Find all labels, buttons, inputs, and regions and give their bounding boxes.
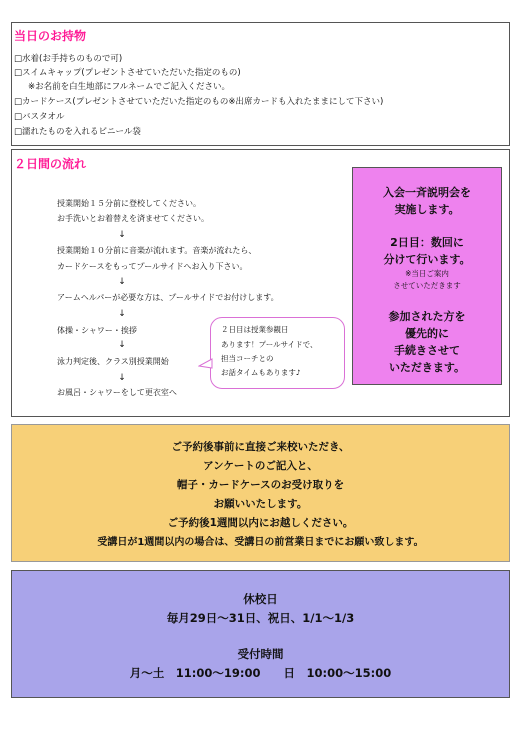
flow-step4: 体操・シャワー・挨拶 bbox=[57, 326, 137, 335]
belongings-item-swimcap: □スイムキャップ(プレゼントさせていただいた指定のもの) bbox=[14, 68, 241, 78]
closed-days-detail: 毎月29日～31日、祝日、1/1～1/3 bbox=[166, 611, 355, 625]
flow-step1-line1: 授業開始１５分前に登校してください。 bbox=[57, 199, 201, 208]
flow-arrow-2: ↓ bbox=[118, 277, 126, 287]
flow-step5: 泳力判定後、クラス別授業開始 bbox=[57, 357, 169, 366]
briefing-line1: 入会一斉説明会を bbox=[383, 186, 471, 199]
belongings-item-cardcase: □カードケース(プレゼントさせていただいた指定のもの※出席カードも入れたままにして下さい) bbox=[14, 97, 384, 107]
reception-hours-detail: 月～土 11:00～19:00 日 10:00～15:00 bbox=[129, 666, 392, 680]
reservation-line2: アンケートのご記入と、 bbox=[203, 460, 318, 472]
reservation-line3: 帽子・カードケースのお受け取りを bbox=[176, 479, 345, 491]
bubble-line1: ２日目は授業参観日 bbox=[221, 325, 289, 334]
briefing-panel bbox=[352, 167, 502, 385]
briefing-line6: 優先的に bbox=[405, 327, 449, 340]
reservation-line5: ご予約後1週間以内にお越しください。 bbox=[167, 517, 354, 529]
flow-step2-line1: 授業開始１０分前に音楽が流れます。音楽が流れたら、 bbox=[57, 246, 257, 255]
belongings-section bbox=[11, 22, 510, 146]
reservation-notice bbox=[11, 424, 510, 562]
bubble-tail bbox=[198, 358, 214, 370]
flow-arrow-4: ↓ bbox=[118, 340, 126, 350]
briefing-line7: 手続きさせて bbox=[394, 344, 460, 357]
reservation-line6: 受講日が1週間以内の場合は、受講日の前営業日までにお願い致します。 bbox=[97, 537, 424, 548]
bubble-line4: お話タイムもあります♪ bbox=[221, 368, 301, 377]
belongings-note-name: ※お名前を白生地部にフルネームでご記入ください。 bbox=[28, 82, 231, 92]
belongings-item-towel: □バスタオル bbox=[14, 112, 65, 122]
briefing-line4: 分けて行います。 bbox=[383, 253, 471, 266]
flow-step6: お風呂・シャワーをして更衣室へ bbox=[57, 388, 177, 397]
flow-section bbox=[11, 149, 510, 417]
flow-step1-line2: お手洗いとお着替えを済ませてください。 bbox=[57, 214, 209, 223]
closed-days-title: 休校日 bbox=[243, 592, 278, 606]
flow-arrow-1: ↓ bbox=[118, 230, 126, 240]
flow-step3: アームヘルパーが必要な方は、プールサイドでお付けします。 bbox=[57, 293, 279, 302]
briefing-line5: 参加された方を bbox=[388, 310, 466, 323]
reception-hours-title: 受付時間 bbox=[237, 647, 284, 661]
hours-section bbox=[11, 570, 510, 698]
reservation-line4: お願いいたします。 bbox=[213, 498, 308, 510]
briefing-line2: 実施します。 bbox=[394, 203, 460, 216]
briefing-line3: 2日目：数回に bbox=[390, 236, 464, 249]
bubble-line2: あります！プールサイドで、 bbox=[221, 340, 318, 349]
flow-arrow-3: ↓ bbox=[118, 309, 126, 319]
flow-step2-line2: カードケースをもってプールサイドへお入り下さい。 bbox=[57, 262, 248, 271]
belongings-item-swimsuit: □水着(お手持ちのもので可) bbox=[14, 54, 123, 64]
briefing-note1: ※当日ご案内 bbox=[405, 269, 449, 278]
briefing-note2: させていただきます bbox=[393, 281, 461, 290]
bubble-line3: 担当コーチとの bbox=[221, 354, 274, 363]
belongings-item-plastic-bag: □濡れたものを入れるビニール袋 bbox=[14, 127, 141, 137]
open-class-bubble bbox=[210, 317, 345, 389]
flow-title: ２日間の流れ bbox=[14, 157, 87, 171]
flow-arrow-5: ↓ bbox=[118, 373, 126, 383]
belongings-title: 当日のお持物 bbox=[14, 29, 87, 43]
briefing-line8: いただきます。 bbox=[388, 361, 466, 374]
reservation-line1: ご予約後事前に直接ご来校いただき、 bbox=[171, 441, 350, 453]
